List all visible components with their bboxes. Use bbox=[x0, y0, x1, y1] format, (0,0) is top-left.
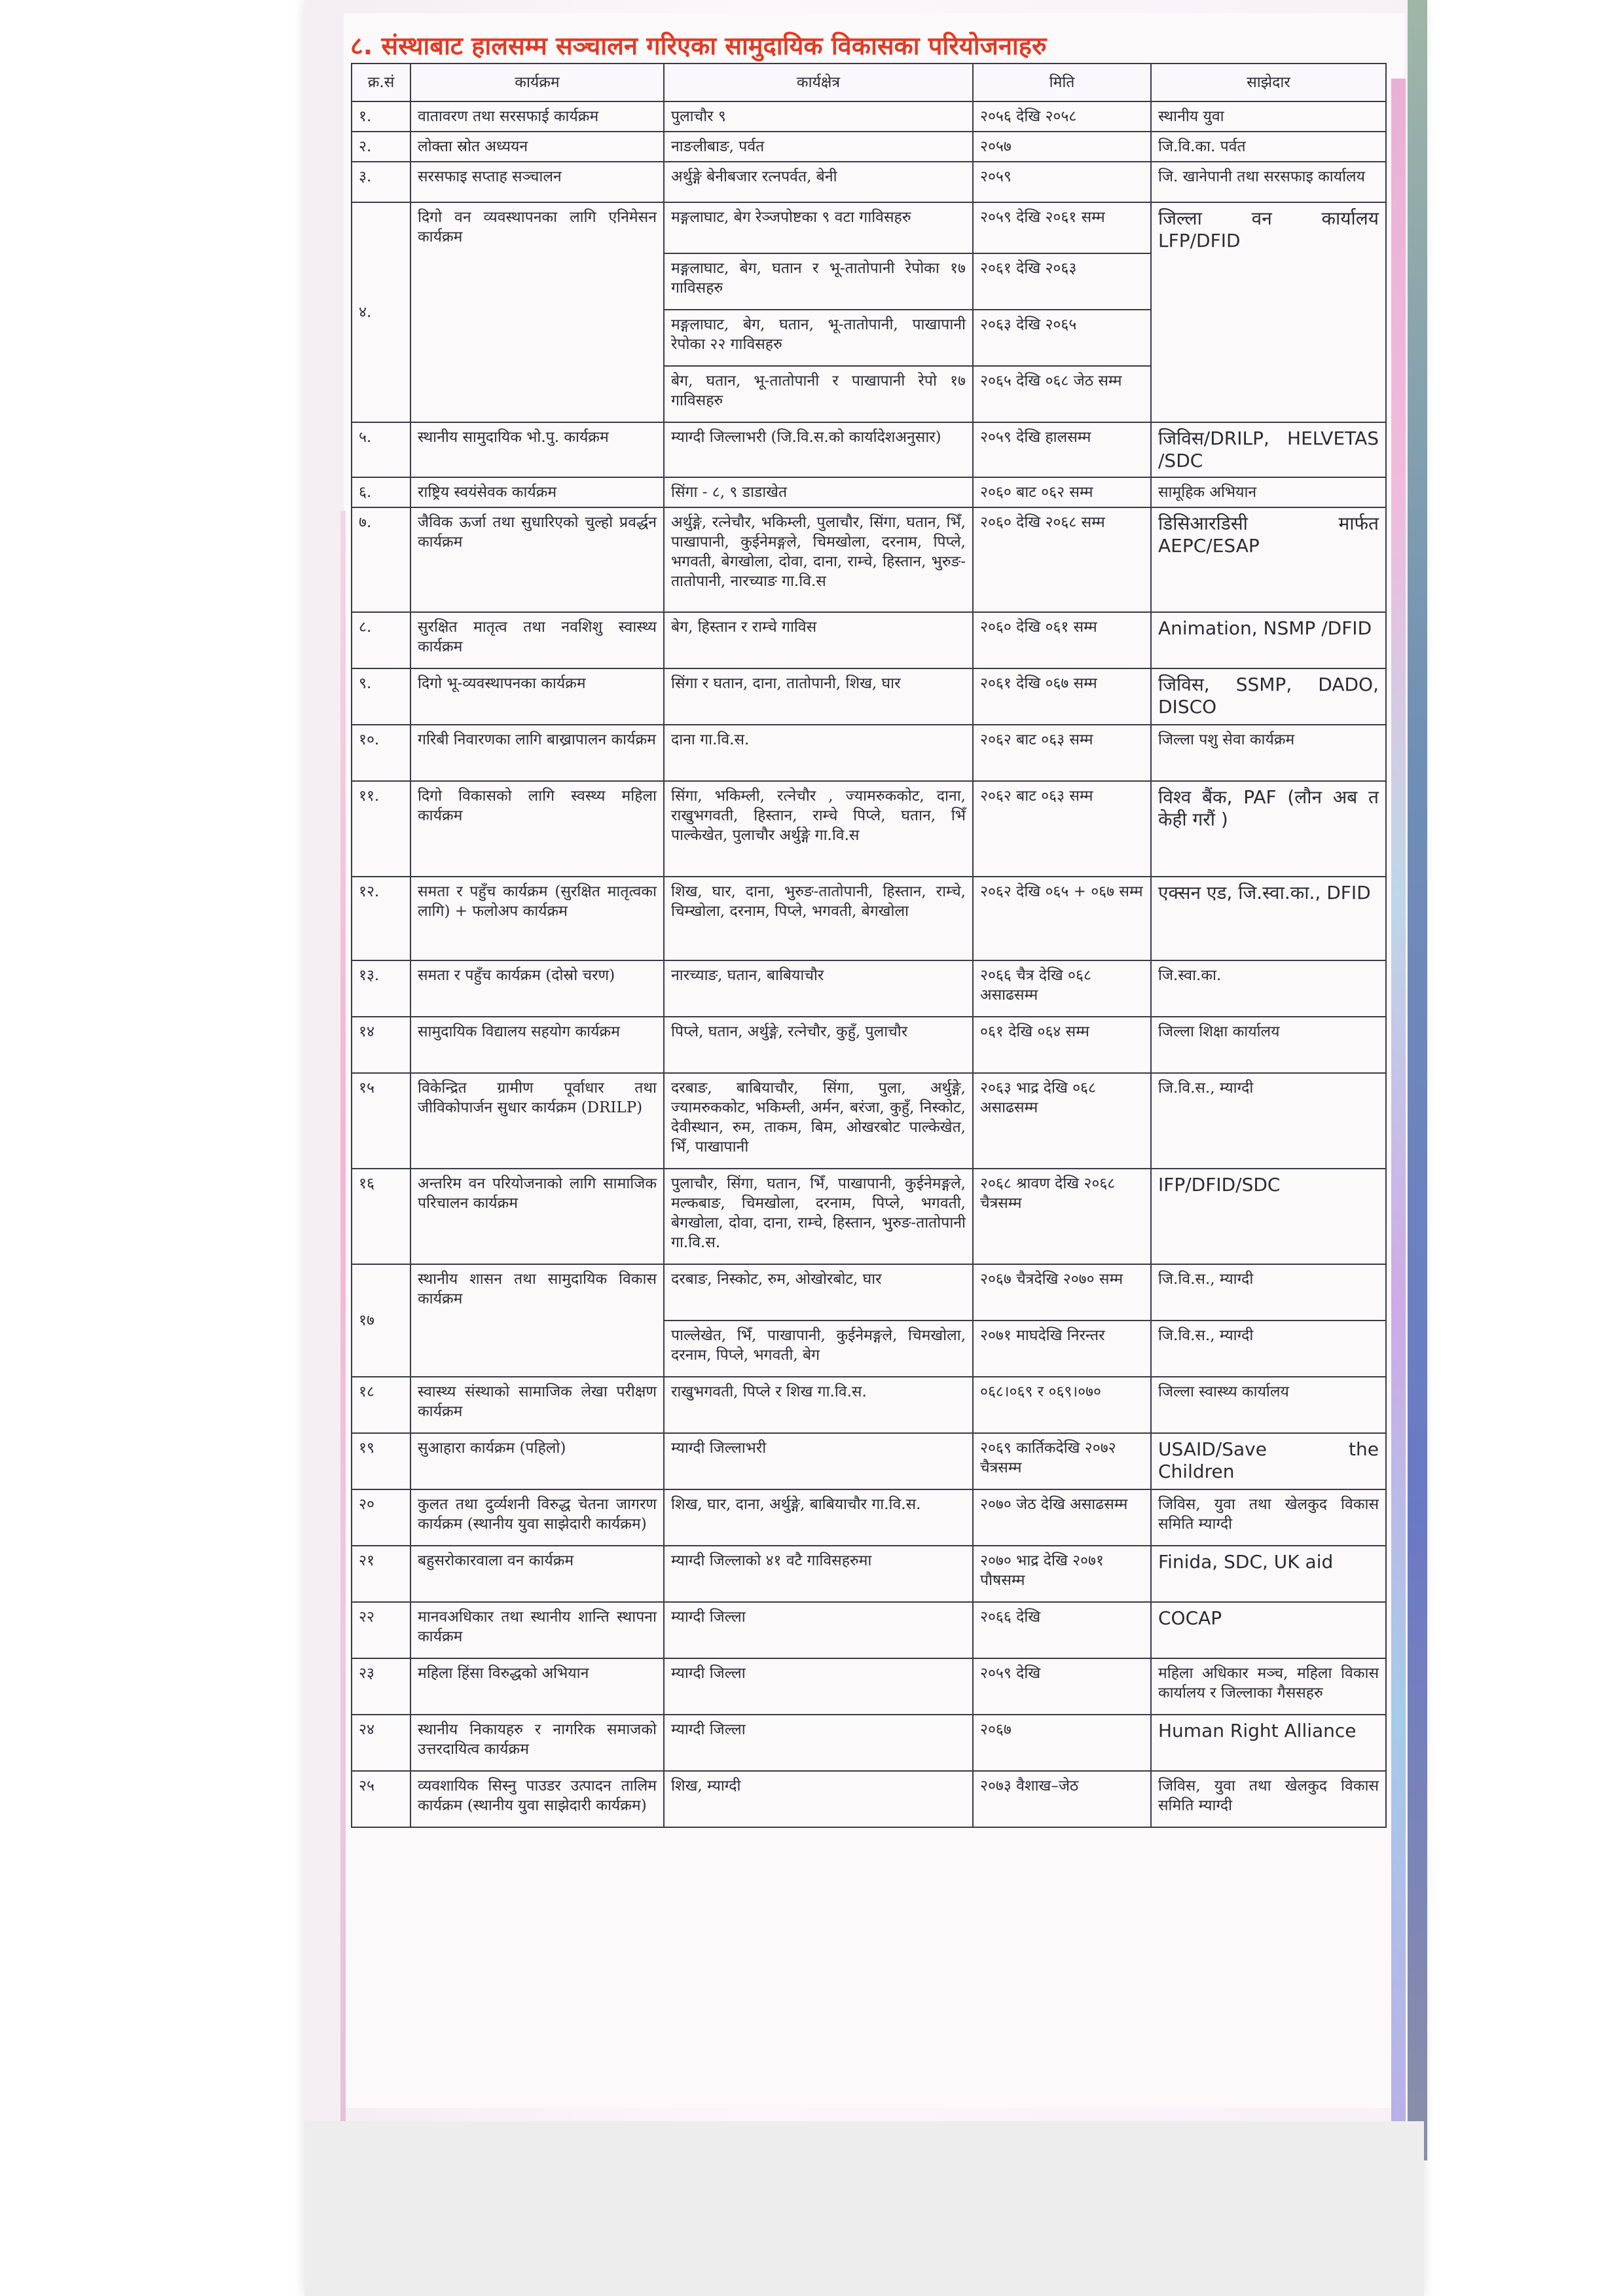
table-row bbox=[352, 477, 1386, 507]
row-area: मङ्गलाघाट, बेग रेञ्जपोष्टका ९ वटा गाविसहरु bbox=[664, 202, 973, 253]
row-serial: १८ bbox=[352, 1377, 410, 1433]
row-program: बहुसरोकारवाला वन कार्यक्रम bbox=[410, 1546, 664, 1602]
row-partner: एक्सन एड, जि.स्वा.का., DFID bbox=[1151, 877, 1386, 960]
row-area: सिंगा, भकिम्ली, रत्नेचौर , ज्यामरुककोट, दाना, राखुभगवती, हिस्तान, राम्चे पिप्ले, घतान, भिँ पाल्केखेत, पुलाचौर अर्थुङ्गे गा.वि.स bbox=[664, 781, 973, 877]
table-row bbox=[352, 668, 1386, 725]
row-program: स्थानीय सामुदायिक भो.पु. कार्यक्रम bbox=[410, 422, 664, 477]
row-date: २०७० जेठ देखि असाढसम्म bbox=[973, 1489, 1151, 1546]
row-date: २०६८ श्रावण देखि २०६८ चैत्रसम्म bbox=[973, 1169, 1151, 1264]
table-row bbox=[352, 1602, 1386, 1658]
row-serial: १३. bbox=[352, 960, 410, 1017]
row-partner: जिविस, SSMP, DADO, DISCO bbox=[1151, 668, 1386, 725]
row-area: सिंगा - ८, ९ डाडाखेत bbox=[664, 477, 973, 507]
row-serial: २. bbox=[352, 132, 410, 162]
row-partner: महिला अधिकार मञ्च, महिला विकास कार्यालय र जिल्लाका गैससहरु bbox=[1151, 1658, 1386, 1715]
row-program: महिला हिंसा विरुद्धको अभियान bbox=[410, 1658, 664, 1715]
row-area: अर्थुङ्गे, रत्नेचौर, भकिम्ली, पुलाचौर, सिंगा, घतान, भिँ, पाखापानी, कुईनेमङ्गले, चिमखोला, दरनाम, पिप्ले, भगवती, बेगखोला, दोवा, दाना, राम्चे, हिस्तान, भुरुङ-तातोपानी, नारच्याङ गा.वि.स bbox=[664, 507, 973, 612]
row-serial: ५. bbox=[352, 422, 410, 477]
row-program: विकेन्द्रित ग्रामीण पूर्वाधार तथा जीविकोपार्जन सुधार कार्यक्रम (DRILP) bbox=[410, 1073, 664, 1169]
row-program: समता र पहुँच कार्यक्रम (सुरक्षित मातृत्वका लागि) + फलोअप कार्यक्रम bbox=[410, 877, 664, 960]
row-serial: २० bbox=[352, 1489, 410, 1546]
table-row bbox=[352, 1658, 1386, 1715]
row-serial: ९. bbox=[352, 668, 410, 725]
row-area: मङ्गलाघाट, बेग, घतान, भू-तातोपानी, पाखापानी रेपोका २२ गाविसहरु bbox=[664, 310, 973, 366]
header-area: कार्यक्षेत्र bbox=[664, 64, 973, 101]
row-program: सुआहारा कार्यक्रम (पहिलो) bbox=[410, 1433, 664, 1489]
header-sn: क्र.सं bbox=[352, 64, 410, 101]
row-date: २०७१ माघदेखि निरन्तर bbox=[973, 1321, 1151, 1377]
row-area: म्याग्दी जिल्ला bbox=[664, 1715, 973, 1771]
row-date: २०६२ बाट ०६३ सम्म bbox=[973, 781, 1151, 877]
row-program: मानवअधिकार तथा स्थानीय शान्ति स्थापना कार्यक्रम bbox=[410, 1602, 664, 1658]
row-date: २०५९ देखि bbox=[973, 1658, 1151, 1715]
row-serial: ११. bbox=[352, 781, 410, 877]
row-date: २०६० बाट ०६२ सम्म bbox=[973, 477, 1151, 507]
row-area: दरबाङ, बाबियाचौर, सिंगा, पुला, अर्थुङ्गे, ज्यामरुककोट, भकिम्ली, अर्मन, बरंजा, कुहुँ, निस्कोट, देवीस्थान, रुम, ताकम, बिम, ओखरबोट पाल्केखेत, भिँ, पाखापानी bbox=[664, 1073, 973, 1169]
table-row bbox=[352, 202, 1386, 253]
row-program: व्यवशायिक सिस्नु पाउडर उत्पादन तालिम कार्यक्रम (स्थानीय युवा साझेदारी कार्यक्रम) bbox=[410, 1771, 664, 1827]
table-row bbox=[352, 960, 1386, 1017]
table-row bbox=[352, 1433, 1386, 1489]
table-header-row bbox=[352, 64, 1386, 101]
row-area: शिख, म्याग्दी bbox=[664, 1771, 973, 1827]
table-row bbox=[352, 781, 1386, 877]
table-row bbox=[352, 507, 1386, 612]
row-area: नाङलीबाङ, पर्वत bbox=[664, 132, 973, 162]
row-partner: Finida, SDC, UK aid bbox=[1151, 1546, 1386, 1602]
row-partner: जि.वि.स., म्याग्दी bbox=[1151, 1321, 1386, 1377]
row-date: २०६१ देखि ०६७ सम्म bbox=[973, 668, 1151, 725]
header-partner: साझेदार bbox=[1151, 64, 1386, 101]
row-serial: १२. bbox=[352, 877, 410, 960]
row-partner: Animation, NSMP /DFID bbox=[1151, 612, 1386, 668]
row-partner: जिल्ला वन कार्यालय LFP/DFID bbox=[1151, 202, 1386, 422]
section-title: ८. संस्थाबाट हालसम्म सञ्चालन गरिएका सामुदायिक विकासका परियोजनाहरु bbox=[350, 31, 1047, 60]
row-partner: Human Right Alliance bbox=[1151, 1715, 1386, 1771]
row-date: २०६९ कार्तिकदेखि २०७२ चैत्रसम्म bbox=[973, 1433, 1151, 1489]
row-partner: जिल्ला पशु सेवा कार्यक्रम bbox=[1151, 725, 1386, 781]
table-row bbox=[352, 877, 1386, 960]
row-area: पिप्ले, घतान, अर्थुङ्गे, रत्नेचौर, कुहुँ, पुलाचौर bbox=[664, 1017, 973, 1073]
table-row bbox=[352, 1546, 1386, 1602]
table-row bbox=[352, 1771, 1386, 1827]
row-partner: जिल्ला स्वास्थ्य कार्यालय bbox=[1151, 1377, 1386, 1433]
table-row bbox=[352, 1489, 1386, 1546]
row-date: २०६२ देखि ०६५ + ०६७ सम्म bbox=[973, 877, 1151, 960]
row-partner: डिसिआरडिसी मार्फत AEPC/ESAP bbox=[1151, 507, 1386, 612]
row-program: वातावरण तथा सरसफाई कार्यक्रम bbox=[410, 101, 664, 132]
row-program: जैविक ऊर्जा तथा सुधारिएको चुल्हो प्रवर्द्धन कार्यक्रम bbox=[410, 507, 664, 612]
row-program: अन्तरिम वन परियोजनाको लागि सामाजिक परिचालन कार्यक्रम bbox=[410, 1169, 664, 1264]
row-program: स्थानीय निकायहरु र नागरिक समाजको उत्तरदायित्व कार्यक्रम bbox=[410, 1715, 664, 1771]
row-partner: जि.वि.का. पर्वत bbox=[1151, 132, 1386, 162]
row-area: दरबाङ, निस्कोट, रुम, ओखोरबोट, घार bbox=[664, 1264, 973, 1321]
table-row bbox=[352, 1169, 1386, 1264]
header-program: कार्यक्रम bbox=[410, 64, 664, 101]
row-date: २०५६ देखि २०५८ bbox=[973, 101, 1151, 132]
row-date: २०६५ देखि ०६८ जेठ सम्म bbox=[973, 366, 1151, 422]
row-date: २०६७ bbox=[973, 1715, 1151, 1771]
row-area: शिख, घार, दाना, अर्थुङ्गे, बाबियाचौर गा.वि.स. bbox=[664, 1489, 973, 1546]
table-row bbox=[352, 422, 1386, 477]
row-date: २०५९ देखि २०६१ सम्म bbox=[973, 202, 1151, 253]
row-serial: १५ bbox=[352, 1073, 410, 1169]
row-date: २०६३ भाद्र देखि ०६८ असाढसम्म bbox=[973, 1073, 1151, 1169]
row-date: २०६२ बाट ०६३ सम्म bbox=[973, 725, 1151, 781]
row-date: २०५७ bbox=[973, 132, 1151, 162]
table-row bbox=[352, 101, 1386, 132]
row-serial: ८. bbox=[352, 612, 410, 668]
row-date: २०७० भाद्र देखि २०७१ पौषसम्म bbox=[973, 1546, 1151, 1602]
page-right-color-edge bbox=[1391, 79, 1406, 2121]
row-serial: १७ bbox=[352, 1264, 410, 1377]
row-program: गरिबी निवारणका लागि बाख्रापालन कार्यक्रम bbox=[410, 725, 664, 781]
row-area: पुलाचौर, सिंगा, घतान, भिँ, पाखापानी, कुईनेमङ्गले, मल्कबाङ, चिमखोला, दरनाम, पिप्ले, भगवती, बेगखोला, दोवा, दाना, राम्चे, हिस्तान, भुरुङ-तातोपानी गा.वि.स. bbox=[664, 1169, 973, 1264]
row-partner: जि.वि.स., म्याग्दी bbox=[1151, 1264, 1386, 1321]
table-row bbox=[352, 1017, 1386, 1073]
row-partner: जिविस/DRILP, HELVETAS /SDC bbox=[1151, 422, 1386, 477]
row-area: म्याग्दी जिल्लाभरी bbox=[664, 1433, 973, 1489]
row-serial: ४. bbox=[352, 202, 410, 422]
row-date: २०६० देखि २०६८ सम्म bbox=[973, 507, 1151, 612]
table-row bbox=[352, 1264, 1386, 1321]
row-serial: १९ bbox=[352, 1433, 410, 1489]
row-partner: जि. खानेपानी तथा सरसफाइ कार्यालय bbox=[1151, 162, 1386, 202]
row-partner: जिल्ला शिक्षा कार्यालय bbox=[1151, 1017, 1386, 1073]
page-left-color-edge bbox=[340, 511, 346, 2121]
row-area: म्याग्दी जिल्लाभरी (जि.वि.स.को कार्यादेशअनुसार) bbox=[664, 422, 973, 477]
row-serial: २५ bbox=[352, 1771, 410, 1827]
row-partner: सामूहिक अभियान bbox=[1151, 477, 1386, 507]
row-area: नारच्याङ, घतान, बाबियाचौर bbox=[664, 960, 973, 1017]
row-date: ०६८।०६९ र ०६९।०७० bbox=[973, 1377, 1151, 1433]
projects-table bbox=[351, 63, 1387, 1828]
row-program: राष्ट्रिय स्वयंसेवक कार्यक्रम bbox=[410, 477, 664, 507]
row-serial: ६. bbox=[352, 477, 410, 507]
row-date: २०६० देखि ०६१ सम्म bbox=[973, 612, 1151, 668]
row-area: म्याग्दी जिल्ला bbox=[664, 1658, 973, 1715]
row-program: दिगो विकासको लागि स्वस्थ्य महिला कार्यक्रम bbox=[410, 781, 664, 877]
table-row bbox=[352, 162, 1386, 202]
row-serial: २१ bbox=[352, 1546, 410, 1602]
row-partner: जि.स्वा.का. bbox=[1151, 960, 1386, 1017]
table-row bbox=[352, 1715, 1386, 1771]
row-area: पुलाचौर ९ bbox=[664, 101, 973, 132]
row-serial: १०. bbox=[352, 725, 410, 781]
table-row bbox=[352, 1377, 1386, 1433]
row-area: म्याग्दी जिल्लाको ४१ वटै गाविसहरुमा bbox=[664, 1546, 973, 1602]
row-date: २०६७ चैत्रदेखि २०७० सम्म bbox=[973, 1264, 1151, 1321]
row-area: सिंगा र घतान, दाना, तातोपानी, शिख, घार bbox=[664, 668, 973, 725]
table-row bbox=[352, 612, 1386, 668]
row-partner: जि.वि.स., म्याग्दी bbox=[1151, 1073, 1386, 1169]
row-serial: ३. bbox=[352, 162, 410, 202]
row-date: २०५९ देखि हालसम्म bbox=[973, 422, 1151, 477]
row-program: सुरक्षित मातृत्व तथा नवशिशु स्वास्थ्य कार्यक्रम bbox=[410, 612, 664, 668]
row-area: शिख, घार, दाना, भुरुङ-तातोपानी, हिस्तान, राम्चे, चिम्खोला, दरनाम, पिप्ले, भगवती, बेगखोला bbox=[664, 877, 973, 960]
row-program: दिगो वन व्यवस्थापनका लागि एनिमेसन कार्यक्रम bbox=[410, 202, 664, 422]
row-serial: २४ bbox=[352, 1715, 410, 1771]
row-date: २०६३ देखि २०६५ bbox=[973, 310, 1151, 366]
row-program: स्थानीय शासन तथा सामुदायिक विकास कार्यक्रम bbox=[410, 1264, 664, 1377]
row-area: अर्थुङ्गे बेनीबजार रत्नपर्वत, बेनी bbox=[664, 162, 973, 202]
row-serial: १. bbox=[352, 101, 410, 132]
table-row bbox=[352, 132, 1386, 162]
row-area: बेग, हिस्तान र राम्चे गाविस bbox=[664, 612, 973, 668]
row-partner: विश्व बैंक, PAF (लौन अब त केही गरौं ) bbox=[1151, 781, 1386, 877]
row-date: ०६१ देखि ०६४ सम्म bbox=[973, 1017, 1151, 1073]
row-date: २०६६ चैत्र देखि ०६८ असाढसम्म bbox=[973, 960, 1151, 1017]
row-area: पाल्लेखेत, भिँ, पाखापानी, कुईनेमङ्गले, चिमखोला, दरनाम, पिप्ले, भगवती, बेग bbox=[664, 1321, 973, 1377]
row-serial: ७. bbox=[352, 507, 410, 612]
row-serial: २३ bbox=[352, 1658, 410, 1715]
row-program: समता र पहुँच कार्यक्रम (दोस्रो चरण) bbox=[410, 960, 664, 1017]
row-serial: १६ bbox=[352, 1169, 410, 1264]
row-program: कुलत तथा दुर्व्यशनी विरुद्ध चेतना जागरण कार्यक्रम (स्थानीय युवा साझेदारी कार्यक्रम) bbox=[410, 1489, 664, 1546]
table-row bbox=[352, 725, 1386, 781]
row-serial: १४ bbox=[352, 1017, 410, 1073]
row-area: मङ्गलाघाट, बेग, घतान र भू-तातोपानी रेपोका १७ गाविसहरु bbox=[664, 253, 973, 310]
row-area: राखुभगवती, पिप्ले र शिख गा.वि.स. bbox=[664, 1377, 973, 1433]
table-row bbox=[352, 1073, 1386, 1169]
header-date: मिति bbox=[973, 64, 1151, 101]
row-program: स्वास्थ्य संस्थाको सामाजिक लेखा परीक्षण कार्यक्रम bbox=[410, 1377, 664, 1433]
row-date: २०६६ देखि bbox=[973, 1602, 1151, 1658]
row-partner: USAID/Save the Children bbox=[1151, 1433, 1386, 1489]
row-partner: जिविस, युवा तथा खेलकुद विकास समिति म्याग्दी bbox=[1151, 1771, 1386, 1827]
row-partner: COCAP bbox=[1151, 1602, 1386, 1658]
row-program: सामुदायिक विद्यालय सहयोग कार्यक्रम bbox=[410, 1017, 664, 1073]
row-serial: २२ bbox=[352, 1602, 410, 1658]
scanner-bottom-margin bbox=[304, 2121, 1424, 2296]
row-date: २०५९ bbox=[973, 162, 1151, 202]
row-area: म्याग्दी जिल्ला bbox=[664, 1602, 973, 1658]
row-program: दिगो भू-व्यवस्थापनका कार्यक्रम bbox=[410, 668, 664, 725]
row-date: २०७३ वैशाख–जेठ bbox=[973, 1771, 1151, 1827]
row-area: दाना गा.वि.स. bbox=[664, 725, 973, 781]
row-area: बेग, घतान, भू-तातोपानी र पाखापानी रेपो १७ गाविसहरु bbox=[664, 366, 973, 422]
row-partner: जिविस, युवा तथा खेलकुद विकास समिति म्याग्दी bbox=[1151, 1489, 1386, 1546]
row-program: सरसफाइ सप्ताह सञ्चालन bbox=[410, 162, 664, 202]
page-binding-edge bbox=[1408, 0, 1427, 2160]
row-partner: IFP/DFID/SDC bbox=[1151, 1169, 1386, 1264]
table-body bbox=[352, 101, 1386, 1827]
row-program: लोक्ता स्रोत अध्ययन bbox=[410, 132, 664, 162]
row-partner: स्थानीय युवा bbox=[1151, 101, 1386, 132]
row-date: २०६१ देखि २०६३ bbox=[973, 253, 1151, 310]
